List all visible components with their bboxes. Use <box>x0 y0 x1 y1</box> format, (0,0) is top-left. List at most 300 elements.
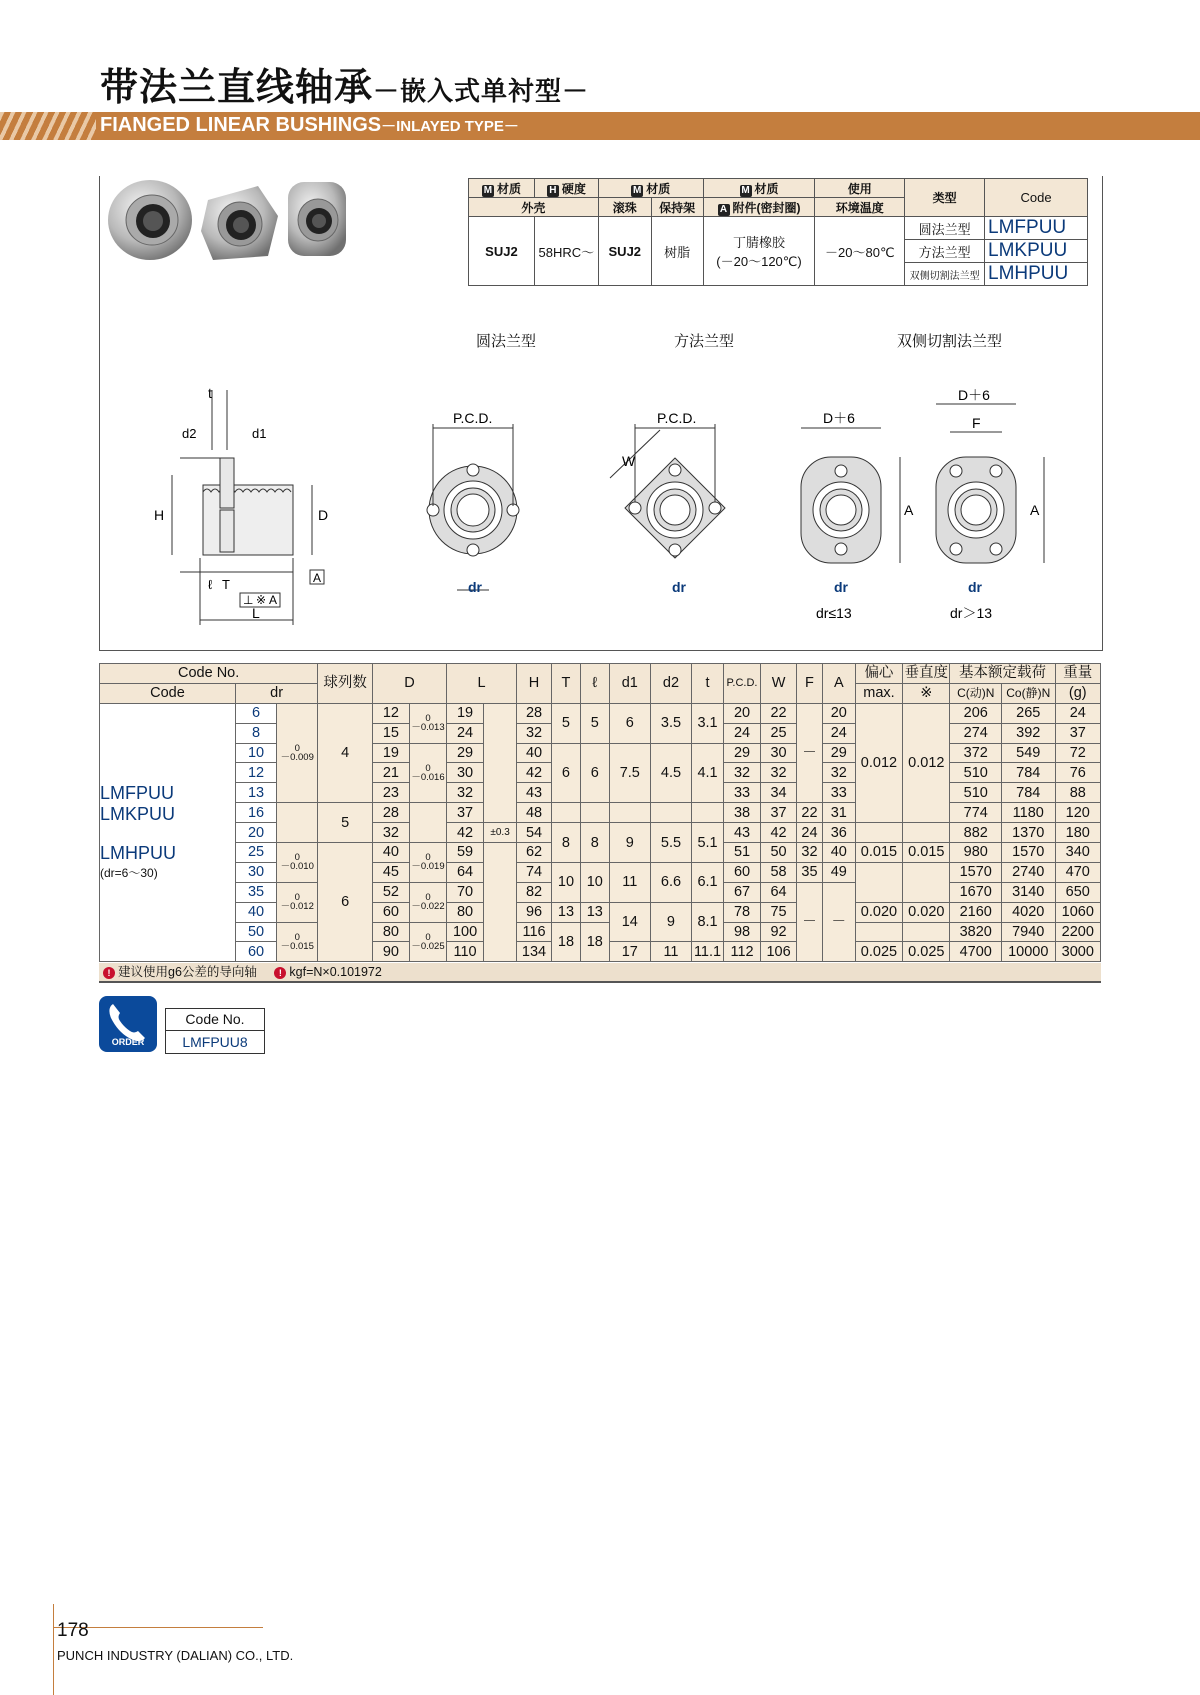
row-C: 510 <box>950 763 1001 783</box>
material-icon: M <box>633 184 642 196</box>
d1-5: 14 <box>609 902 650 942</box>
mat-h-attach-text: 附件(密封圈) <box>732 200 801 215</box>
row-C: 3820 <box>950 922 1001 942</box>
side-label-perp: ⊥ <box>243 593 254 607</box>
l-2: 6 <box>580 743 609 803</box>
th-d2: d2 <box>650 664 691 704</box>
order-label: ORDER <box>111 1037 145 1047</box>
L-tol: ±0.3 <box>484 823 517 843</box>
technical-drawings <box>140 380 1060 640</box>
row-g: 37 <box>1055 723 1100 743</box>
d2-2: 4.5 <box>650 743 691 803</box>
perp-2: 0.015 <box>903 843 950 863</box>
row-pcd: 33 <box>723 783 760 803</box>
row-W: 32 <box>761 763 797 783</box>
row-C: 206 <box>950 703 1001 723</box>
mat-h-env2: 环境温度 <box>815 198 905 217</box>
T-1: 5 <box>552 703 581 743</box>
balls-1: 4 <box>318 703 373 802</box>
mat-h-material2 <box>598 179 703 198</box>
mat-ball: SUJ2 <box>598 217 651 286</box>
row-W: 75 <box>761 902 797 922</box>
row-D: 32 <box>372 823 409 843</box>
d2-5: 9 <box>650 902 691 942</box>
th-perp: 垂直度 <box>904 665 949 682</box>
row-A: 40 <box>822 843 855 863</box>
attachment-icon: A <box>718 204 730 216</box>
row-A: 31 <box>822 803 855 823</box>
ecc-1: 0.012 <box>855 703 902 822</box>
row-D: 45 <box>372 862 409 882</box>
side-label-star: ※ <box>256 593 267 607</box>
mat-h-attach <box>703 198 815 217</box>
title-en-main: FIANGED LINEAR BUSHINGS <box>100 114 382 136</box>
side-label-a: A <box>313 571 322 585</box>
th-load: 基本额定载荷 <box>950 664 1055 684</box>
side-label-d2: d2 <box>182 426 197 441</box>
row-W: 30 <box>761 743 797 763</box>
l-6: 18 <box>580 922 609 962</box>
th-perp2: ※ <box>903 683 950 703</box>
row-C: 2160 <box>950 902 1001 922</box>
side-label-d: D <box>318 507 329 523</box>
row-F: 32 <box>797 843 823 863</box>
row-W: 34 <box>761 783 797 803</box>
th-balls: 球列数 <box>318 664 373 704</box>
row-g: 120 <box>1055 803 1100 823</box>
ecc-2: 0.015 <box>855 843 902 863</box>
row-Co: 2740 <box>1001 862 1055 882</box>
row-L: 29 <box>447 743 484 763</box>
square-w: W <box>622 453 636 469</box>
row-H: 42 <box>517 763 552 783</box>
row-pcd: 98 <box>723 922 760 942</box>
row-W: 50 <box>761 843 797 863</box>
row-Co: 3140 <box>1001 882 1055 902</box>
code-lmkpuu: LMKPUU <box>100 804 176 825</box>
row-A: 32 <box>822 763 855 783</box>
row-pcd: 78 <box>723 902 760 922</box>
row-L: 42 <box>447 823 484 843</box>
row-H: 48 <box>517 803 552 823</box>
double-large-d6: D＋6 <box>958 387 990 403</box>
side-label-h: H <box>154 507 165 523</box>
th-dr: dr <box>235 683 317 703</box>
perp-blank-2 <box>903 862 950 902</box>
code-lmfpuu: LMFPUU <box>100 783 175 804</box>
row-Co: 1570 <box>1001 843 1055 863</box>
side-label-l-small: ℓ <box>208 577 213 592</box>
row-g: 76 <box>1055 763 1100 783</box>
code-lmhpuu-note: (dr=6～30) <box>100 866 158 881</box>
order-code-example: LMFPUU8 <box>182 1034 248 1050</box>
title-en-sub: －INLAYED TYPE－ <box>381 118 519 135</box>
row-pcd: 60 <box>723 862 760 882</box>
double-small-dr-note: dr≤13 <box>816 605 852 621</box>
T-5: 13 <box>552 902 581 922</box>
row-dr: 30 <box>235 862 276 882</box>
row-pcd: 43 <box>723 823 760 843</box>
th-A: A <box>822 664 855 704</box>
side-label-L: L <box>252 605 260 621</box>
row-dr: 20 <box>235 823 276 843</box>
T-2: 6 <box>552 743 581 803</box>
material-icon: M <box>483 184 493 196</box>
d2-6: 11 <box>650 942 691 962</box>
title-cn-sub: －嵌入式单衬型－ <box>373 77 590 107</box>
row-C: 1670 <box>950 882 1001 902</box>
th-c-dyn: C(动)N <box>950 683 1001 703</box>
balls-3: 6 <box>318 843 373 962</box>
tol-D-blank <box>409 803 446 843</box>
row-pcd: 29 <box>723 743 760 763</box>
row-W: 37 <box>761 803 797 823</box>
title-en <box>100 114 519 137</box>
th-code: Code <box>100 683 236 703</box>
l-5: 13 <box>580 902 609 922</box>
tol-dr-1 <box>277 703 318 802</box>
warning-icon: ! <box>274 967 286 979</box>
mat-h-ball: 滚珠 <box>598 198 651 217</box>
d2-blank <box>650 803 691 823</box>
th-weight: 重量 <box>1055 664 1100 684</box>
banner-stripes <box>0 112 96 140</box>
tol-D1-hi: 0 <box>425 713 431 725</box>
tol-D2-lo: －0.016 <box>411 771 445 783</box>
t-1: 3.1 <box>692 703 724 743</box>
F-dash-2: － <box>797 882 823 962</box>
row-L: 30 <box>447 763 484 783</box>
mat-seal-temp: (－20～120℃) <box>716 254 802 269</box>
double-large-dr: dr <box>968 579 982 595</box>
th-weight2: (g) <box>1055 683 1100 703</box>
mat-h-retainer: 保持架 <box>651 198 703 217</box>
L-tol-blank-2 <box>484 843 517 962</box>
row-C: 274 <box>950 723 1001 743</box>
row-F: 35 <box>797 862 823 882</box>
T-6: 18 <box>552 922 581 962</box>
d1-6: 17 <box>609 942 650 962</box>
row-F: 24 <box>797 823 823 843</box>
photo-double-cut-flange <box>288 182 346 256</box>
mat-h-hardness <box>534 179 598 198</box>
row-Co: 784 <box>1001 783 1055 803</box>
tol-D2-hi: 0 <box>425 762 431 774</box>
row-W: 22 <box>761 703 797 723</box>
l-1: 5 <box>580 703 609 743</box>
round-dr: dr <box>468 579 482 595</box>
row-W: 58 <box>761 862 797 882</box>
perp-blank <box>903 823 950 843</box>
tol-D-3 <box>409 843 446 883</box>
mat-seal <box>703 217 815 286</box>
row-pcd: 51 <box>723 843 760 863</box>
row-H: 74 <box>517 862 552 882</box>
view-label-round: 圆法兰型 <box>476 333 537 350</box>
row-dr: 16 <box>235 803 276 823</box>
row-dr: 10 <box>235 743 276 763</box>
th-F: F <box>797 664 823 704</box>
spec-table-wrap <box>99 663 1101 962</box>
tol-dr4-hi: 0 <box>294 932 300 944</box>
row-L: 19 <box>447 703 484 723</box>
th-ecc: 偏心 <box>855 664 902 684</box>
spec-table <box>99 663 1101 962</box>
row-H: 116 <box>517 922 552 942</box>
tol-dr3-hi: 0 <box>294 892 300 904</box>
mat-hardness: 58HRC～ <box>534 217 598 286</box>
tol-D-2 <box>409 743 446 803</box>
row-dr: 12 <box>235 763 276 783</box>
note-shaft: 建议使用g6公差的导向轴 <box>118 965 257 979</box>
ecc-blank <box>855 823 902 843</box>
d1-3: 9 <box>609 823 650 863</box>
page-title <box>100 56 589 111</box>
row-pcd: 38 <box>723 803 760 823</box>
row-dr: 8 <box>235 723 276 743</box>
tol-dr1-hi: 0 <box>294 743 300 755</box>
mat-h-hardness-text: 硬度 <box>561 181 586 196</box>
th-d1: d1 <box>609 664 650 704</box>
double-large-a: A <box>1030 502 1040 518</box>
row-L: 80 <box>447 902 484 922</box>
tol-dr1-lo: －0.009 <box>280 752 314 764</box>
t-4: 6.1 <box>692 862 724 902</box>
row-Co: 549 <box>1001 743 1055 763</box>
material-icon: M <box>741 184 750 196</box>
row-Co: 265 <box>1001 703 1055 723</box>
hardness-icon: H <box>547 185 559 197</box>
d1-4: 11 <box>609 862 650 902</box>
t-2: 4.1 <box>692 743 724 803</box>
row-A: 24 <box>822 723 855 743</box>
perp-4: 0.025 <box>903 942 950 962</box>
th-c-stat: Co(静)N <box>1001 683 1055 703</box>
mat-h-env1: 使用 <box>815 179 905 198</box>
row-Co: 1180 <box>1001 803 1055 823</box>
row-H: 134 <box>517 942 552 962</box>
ecc-blank-3 <box>855 922 902 942</box>
row-C: 882 <box>950 823 1001 843</box>
photo-square-flange <box>201 186 278 260</box>
tol-D-5 <box>409 922 446 962</box>
row-dr: 25 <box>235 843 276 863</box>
product-photos <box>108 176 348 264</box>
d1-blank <box>609 803 650 823</box>
row-D: 28 <box>372 803 409 823</box>
mat-type-2: 方法兰型 <box>905 240 985 263</box>
row-D: 12 <box>372 703 409 723</box>
d2-1: 3.5 <box>650 703 691 743</box>
material-table <box>468 178 1088 286</box>
tol-dr-blank <box>277 803 318 843</box>
double-small-dr: dr <box>834 579 848 595</box>
view-label-double: 双侧切割法兰型 <box>897 333 1003 350</box>
round-pcd: P.C.D. <box>453 410 493 426</box>
th-H: H <box>517 664 552 704</box>
perp-1: 0.012 <box>903 703 950 822</box>
row-L: 24 <box>447 723 484 743</box>
th-l: ℓ <box>580 664 609 704</box>
order-example-box <box>165 1008 265 1054</box>
side-label-d1: d1 <box>252 426 267 441</box>
F-dash: － <box>797 703 823 802</box>
tol-D1-lo: －0.013 <box>411 722 445 734</box>
row-g: 650 <box>1055 882 1100 902</box>
row-H: 43 <box>517 783 552 803</box>
l-3: 8 <box>580 823 609 863</box>
mat-shell: SUJ2 <box>469 217 535 286</box>
ecc-3: 0.020 <box>855 902 902 922</box>
row-D: 19 <box>372 743 409 763</box>
A-dash-2: － <box>822 882 855 962</box>
d2-4: 6.6 <box>650 862 691 902</box>
tol-dr4-lo: －0.015 <box>280 941 314 953</box>
row-g: 340 <box>1055 843 1100 863</box>
mat-seal-name: 丁腈橡胶 <box>733 235 786 250</box>
row-H: 82 <box>517 882 552 902</box>
tol-dr2-lo: －0.010 <box>280 861 314 873</box>
side-label-T: T <box>222 577 230 592</box>
row-D: 23 <box>372 783 409 803</box>
tol-dr-2 <box>277 843 318 883</box>
row-A: 49 <box>822 862 855 882</box>
row-W: 42 <box>761 823 797 843</box>
mat-h-material-text: 材质 <box>496 181 521 196</box>
double-cut-small-drawing <box>801 428 900 563</box>
row-H: 28 <box>517 703 552 723</box>
mat-type-3: 双侧切割法兰型 <box>905 263 985 286</box>
tol-D4-lo: －0.022 <box>411 901 445 913</box>
note-bar <box>99 963 1101 983</box>
T-4: 10 <box>552 862 581 902</box>
row-pcd: 24 <box>723 723 760 743</box>
row-D: 80 <box>372 922 409 942</box>
row-Co: 7940 <box>1001 922 1055 942</box>
note-kgf: kgf=N×0.101972 <box>289 965 382 979</box>
row-dr: 60 <box>235 942 276 962</box>
mat-type-1: 圆法兰型 <box>905 217 985 240</box>
T-3: 8 <box>552 823 581 863</box>
row-L: 59 <box>447 843 484 863</box>
T-blank <box>552 803 581 823</box>
side-label-a2: A <box>269 593 278 607</box>
row-g: 180 <box>1055 823 1100 843</box>
perp-blank-3 <box>903 922 950 942</box>
mat-code-2: LMKPUU <box>985 240 1088 263</box>
tol-D5-hi: 0 <box>425 932 431 944</box>
row-L: 110 <box>447 942 484 962</box>
title-cn-main: 带法兰直线轴承 <box>100 65 374 109</box>
t-6: 11.1 <box>692 942 724 962</box>
row-dr: 40 <box>235 902 276 922</box>
th-L: L <box>447 664 517 704</box>
row-pcd: 32 <box>723 763 760 783</box>
th-ecc2: max. <box>855 683 902 703</box>
double-cut-large-drawing <box>936 404 1044 563</box>
row-g: 3000 <box>1055 942 1100 962</box>
tol-D3-hi: 0 <box>425 852 431 864</box>
mat-h-material3 <box>703 179 815 198</box>
row-L: 32 <box>447 783 484 803</box>
row-dr: 13 <box>235 783 276 803</box>
row-D: 40 <box>372 843 409 863</box>
mat-retainer: 树脂 <box>651 217 703 286</box>
row-g: 72 <box>1055 743 1100 763</box>
d1-1: 6 <box>609 703 650 743</box>
order-phone-icon <box>99 996 157 1052</box>
mat-code-3: LMHPUU <box>985 263 1088 286</box>
row-D: 60 <box>372 902 409 922</box>
l-4: 10 <box>580 862 609 902</box>
row-pcd: 112 <box>723 942 760 962</box>
row-D: 15 <box>372 723 409 743</box>
row-L: 64 <box>447 862 484 882</box>
row-W: 92 <box>761 922 797 942</box>
row-C: 774 <box>950 803 1001 823</box>
double-small-d6: D＋6 <box>823 410 855 426</box>
row-pcd: 20 <box>723 703 760 723</box>
row-dr: 35 <box>235 882 276 902</box>
row-F: 22 <box>797 803 823 823</box>
tol-D5-lo: －0.025 <box>411 941 445 953</box>
tol-dr3-lo: －0.012 <box>280 901 314 913</box>
row-Co: 10000 <box>1001 942 1055 962</box>
t-5: 8.1 <box>692 902 724 942</box>
row-W: 64 <box>761 882 797 902</box>
row-Co: 4020 <box>1001 902 1055 922</box>
square-pcd: P.C.D. <box>657 410 697 426</box>
row-g: 24 <box>1055 703 1100 723</box>
row-D: 21 <box>372 763 409 783</box>
row-A: 33 <box>822 783 855 803</box>
L-tol-blank-1 <box>484 703 517 822</box>
th-T: T <box>552 664 581 704</box>
row-g: 1060 <box>1055 902 1100 922</box>
row-D: 52 <box>372 882 409 902</box>
th-pcd: P.C.D. <box>723 664 760 704</box>
row-H: 54 <box>517 823 552 843</box>
row-g: 2200 <box>1055 922 1100 942</box>
mat-env-temp: －20～80℃ <box>815 217 905 286</box>
th-W: W <box>761 664 797 704</box>
view-label-square: 方法兰型 <box>674 333 735 350</box>
square-flange-drawing <box>610 424 725 558</box>
company-name: PUNCH INDUSTRY (DALIAN) CO., LTD. <box>57 1648 294 1663</box>
t-blank <box>692 803 724 823</box>
row-C: 980 <box>950 843 1001 863</box>
row-g: 470 <box>1055 862 1100 882</box>
round-flange-drawing <box>427 424 519 590</box>
row-A: 36 <box>822 823 855 843</box>
double-small-a: A <box>904 502 914 518</box>
row-L: 100 <box>447 922 484 942</box>
row-A: 20 <box>822 703 855 723</box>
tol-dr2-hi: 0 <box>294 852 300 864</box>
row-dr: 50 <box>235 922 276 942</box>
row-Co: 784 <box>1001 763 1055 783</box>
row-C: 372 <box>950 743 1001 763</box>
order-code-label: Code No. <box>166 1009 264 1031</box>
warning-icon: ! <box>103 967 115 979</box>
row-H: 32 <box>517 723 552 743</box>
th-t: t <box>692 664 724 704</box>
d2-3: 5.5 <box>650 823 691 863</box>
footer-line-vertical <box>53 1604 54 1695</box>
row-Co: 1370 <box>1001 823 1055 843</box>
page-number: 178 <box>57 1620 89 1641</box>
row-H: 40 <box>517 743 552 763</box>
